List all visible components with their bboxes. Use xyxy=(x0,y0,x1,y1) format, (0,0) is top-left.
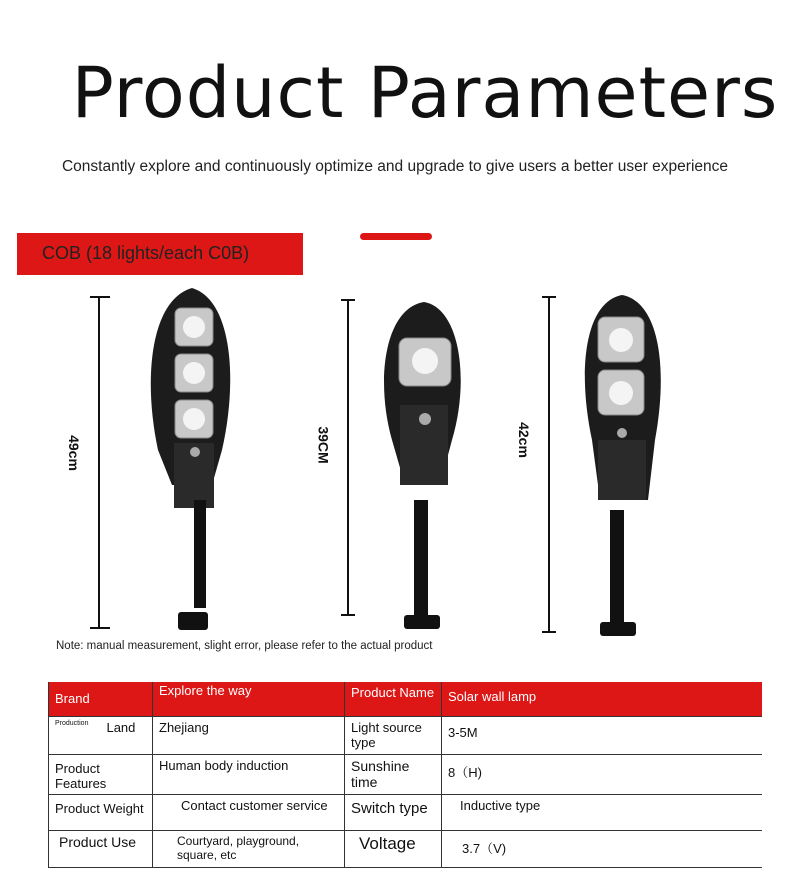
row-label2: Voltage xyxy=(345,831,442,868)
row-value: Zhejiang xyxy=(153,717,345,755)
product-name-value: Solar wall lamp xyxy=(442,682,762,717)
table-header-row xyxy=(49,682,762,717)
lamp-three-cob xyxy=(151,288,230,630)
dimension-label-middle: 39CM xyxy=(315,426,332,464)
row-label: Product Use xyxy=(49,831,153,868)
row-label2: Light source type xyxy=(345,717,442,755)
production-small-label: Production xyxy=(55,720,89,727)
dimension-label-left: 49cm xyxy=(65,435,82,471)
dimension-line-middle xyxy=(341,300,355,615)
row-value2: 3-5M xyxy=(442,717,762,755)
lamp-two-cob xyxy=(585,295,661,636)
row-value: Human body induction xyxy=(153,755,345,795)
lamp-one-cob xyxy=(384,302,461,629)
product-name-label: Product Name xyxy=(345,682,442,717)
row-value2: 3.7（V) xyxy=(442,831,762,868)
row-label2: Sunshine time xyxy=(345,755,442,795)
row-value: Contact customer service xyxy=(153,795,345,831)
dimension-line-left xyxy=(90,297,110,628)
measurement-note: Note: manual measurement, slight error, please refer to the actual product xyxy=(56,640,433,652)
dimension-label-right: 42cm xyxy=(515,422,532,458)
table-row xyxy=(49,717,762,755)
table-row xyxy=(49,755,762,795)
brand-label: Brand xyxy=(49,682,153,717)
row-label: Product Features xyxy=(49,755,153,795)
row-label2: Switch type xyxy=(345,795,442,831)
row-value2: Inductive type xyxy=(442,795,762,831)
land-label: Land xyxy=(106,720,136,735)
row-value: Courtyard, playground, square, etc xyxy=(153,831,345,868)
row-value2: 8（H) xyxy=(442,755,762,795)
parameters-table xyxy=(48,682,762,868)
row-label xyxy=(49,717,153,755)
cob-tag: COB (18 lights/each C0B) xyxy=(17,233,303,275)
table-row xyxy=(49,795,762,831)
brand-value: Explore the way xyxy=(153,682,345,717)
dimension-line-right xyxy=(542,297,556,632)
page-subtitle: Constantly explore and continuously optimize and upgrade to give users a better user experience xyxy=(61,158,729,175)
page-title: Product Parameters xyxy=(71,52,779,134)
row-label: Product Weight xyxy=(49,795,153,831)
table-row xyxy=(49,831,762,868)
